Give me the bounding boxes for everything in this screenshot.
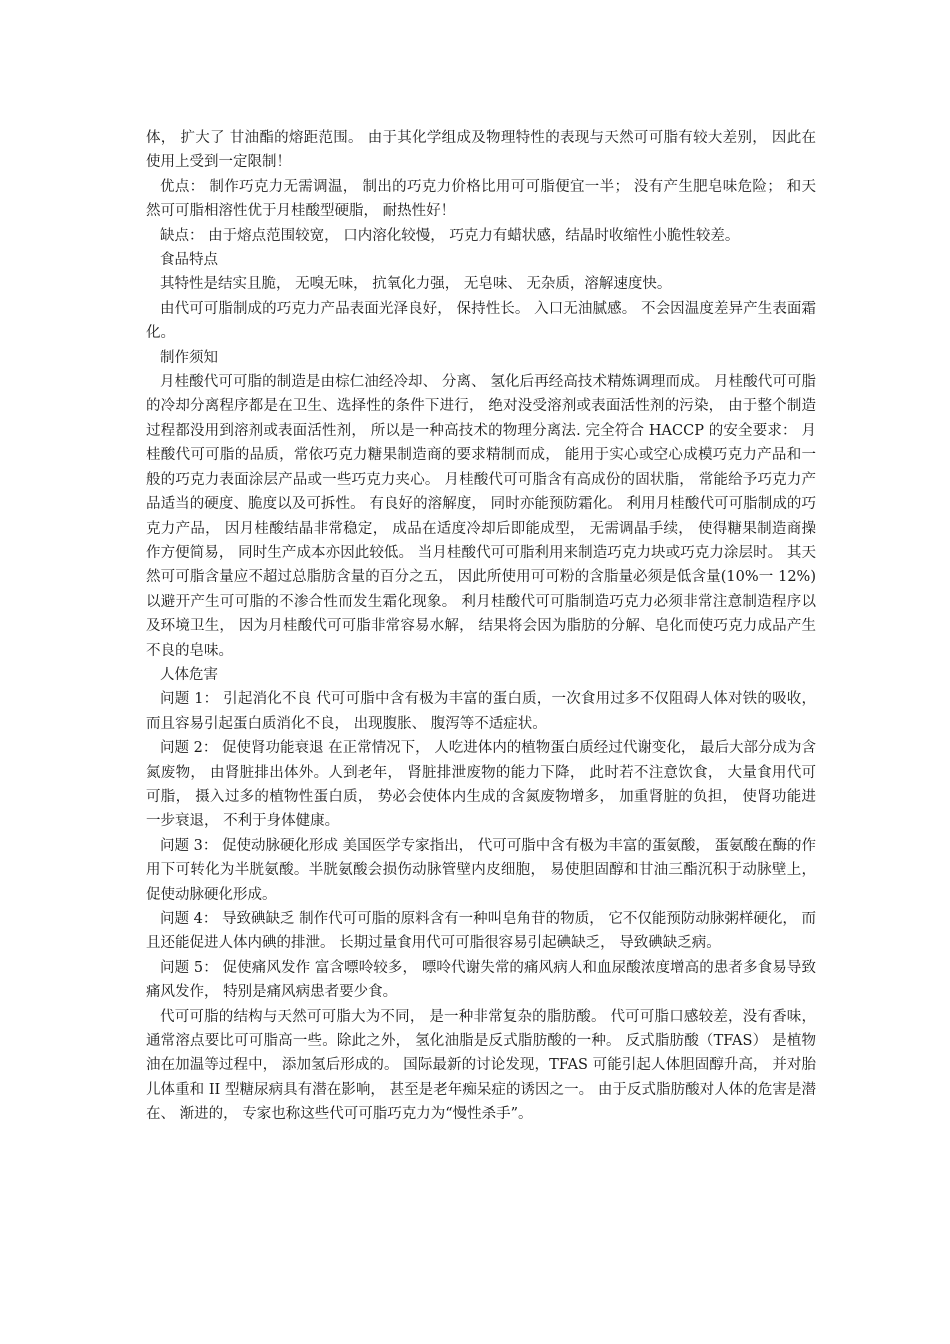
paragraph-production: 月桂酸代可可脂的制造是由棕仁油经冷却、 分离、 氢化后再经高技术精炼调理而成。 月桂酸代可可脂的冷却分离程序都是在卫生、选择性的条件下进行， 绝对没受溶剂或表面活性剂的污染， 由于整个制造过程都没用到溶剂或表面活性剂， 所以是一种高技术的物理分离法. 完全符合 HACCP 的安全要求： 月桂酸代可可脂的品质，常依巧克力糖果制造商的要求精制而成， 能用于实心或空心成模巧克力产品和一般的巧克力表面涂层产品或一些巧克力夹心。 月桂酸代可可脂含有高成份的固状脂， 常能给予巧克力产品适当的硬度、脆度以及可拆性。 有良好的溶解度， 同时亦能预防霜化。 利用月桂酸代可可脂制成的巧克力产品， 因月桂酸结晶非常稳定， 成品在适度冷却后即能成型， 无需调晶手续， 使得糖果制造商操作方便简易， 同时生产成本亦因此较低。 当月桂酸代可可脂利用来制造巧克力块或巧克力涂层时。 其天然可可脂含量应不超过总脂肪含量的百分之五， 因此所使用可可粉的含脂量必须是低含量(10%一 12%)以避开产生可可脂的不渗合性而发生霜化现象。 利月桂酸代可可脂制造巧克力必须非常注意制造程序以及环境卫生， 因为月桂酸代可可脂非常容易水解， 结果将会因为脂肪的分解、皂化而使巧克力成品产生不良的皂味。 [146,374,816,659]
heading-health-hazards: 人体危害 [160,666,218,683]
paragraph-disadvantages: 缺点： 由于熔点范围较宽， 口内溶化较慢， 巧克力有蜡状感，结晶时收缩性小脆性较差。 [160,227,740,244]
paragraph-continuation: 体， 扩大了 甘油酯的熔距范围。 由于其化学组成及物理特性的表现与天然可可脂有较大差别， 因此在使用上受到一定限制！ [146,130,816,171]
paragraph-features: 其特性是结实且脆， 无嗅无味， 抗氧化力强， 无皂味、 无杂质，溶解速度快。 [160,276,672,293]
paragraph-conclusion: 代可可脂的结构与天然可可脂大为不同， 是一种非常复杂的脂肪酸。 代可可脂口感较差，没有香味， 通常溶点要比可可脂高一些。除此之外， 氢化油脂是反式脂肪酸的一种。 反式脂肪酸（TFAS） 是植物油在加温等过程中， 添加氢后形成的。 国际最新的讨论发现，TFAS 可能引起人体胆固醇升高， 并对胎儿体重和 II 型糖尿病具有潜在影响， 甚至是老年痴呆症的诱因之一。 由于反式脂肪酸对人体的危害是潜在、 渐进的， 专家也称这些代可可脂巧克力为“慢性杀手”。 [146,1008,816,1123]
paragraph-problem-5: 问题 5： 促使痛风发作 富含嘌呤较多， 嘌呤代谢失常的痛风病人和血尿酸浓度增高的患者多食易导致痛风发作， 特别是痛风病患者要少食。 [146,959,816,1001]
paragraph-advantages: 优点： 制作巧克力无需调温， 制出的巧克力价格比用可可脂便宜一半； 没有产生肥皂味危险； 和天然可可脂相溶性优于月桂酸型硬脂， 耐热性好！ [146,178,816,220]
paragraph-problem-3: 问题 3： 促使动脉硬化形成 美国医学专家指出， 代可可脂中含有极为丰富的蛋氨酸， 蛋氨酸在酶的作用下可转化为半胱氨酸。半胱氨酸会损伤动脉管壁内皮细胞， 易使胆固醇和甘油三酯沉积于动脉壁上， 促使动脉硬化形成。 [146,837,816,903]
paragraph-problem-4: 问题 4： 导致碘缺乏 制作代可可脂的原料含有一种叫皂角苷的物质， 它不仅能预防动脉粥样硬化， 而且还能促进人体内碘的排泄。 长期过量食用代可可脂很容易引起碘缺乏， 导致碘缺乏病。 [146,911,816,952]
paragraph-product-surface: 由代可可脂制成的巧克力产品表面光泽良好， 保持性长。 入口无油腻感。 不会因温度差异产生表面霜化。 [146,300,816,342]
paragraph-problem-1: 问题 1： 引起消化不良 代可可脂中含有极为丰富的蛋白质，一次食用过多不仅阻碍人体对铁的吸收， 而且容易引起蛋白质消化不良， 出现腹胀、 腹泻等不适症状。 [146,691,816,732]
heading-food-features: 食品特点 [160,252,218,269]
heading-production-notes: 制作须知 [160,349,218,366]
paragraph-problem-2: 问题 2： 促使肾功能衰退 在正常情况下， 人吃进体内的植物蛋白质经过代谢变化， 最后大部分成为含氮废物， 由肾脏排出体外。人到老年， 肾脏排泄废物的能力下降， 此时若不注意饮食， 大量食用代可可脂， 摄入过多的植物性蛋白质， 势必会使体内生成的含氮废物增多， 加重肾脏的负担， 使肾功能进一步衰退， 不利于身体健康。 [146,740,816,830]
document-body [146,126,816,1127]
